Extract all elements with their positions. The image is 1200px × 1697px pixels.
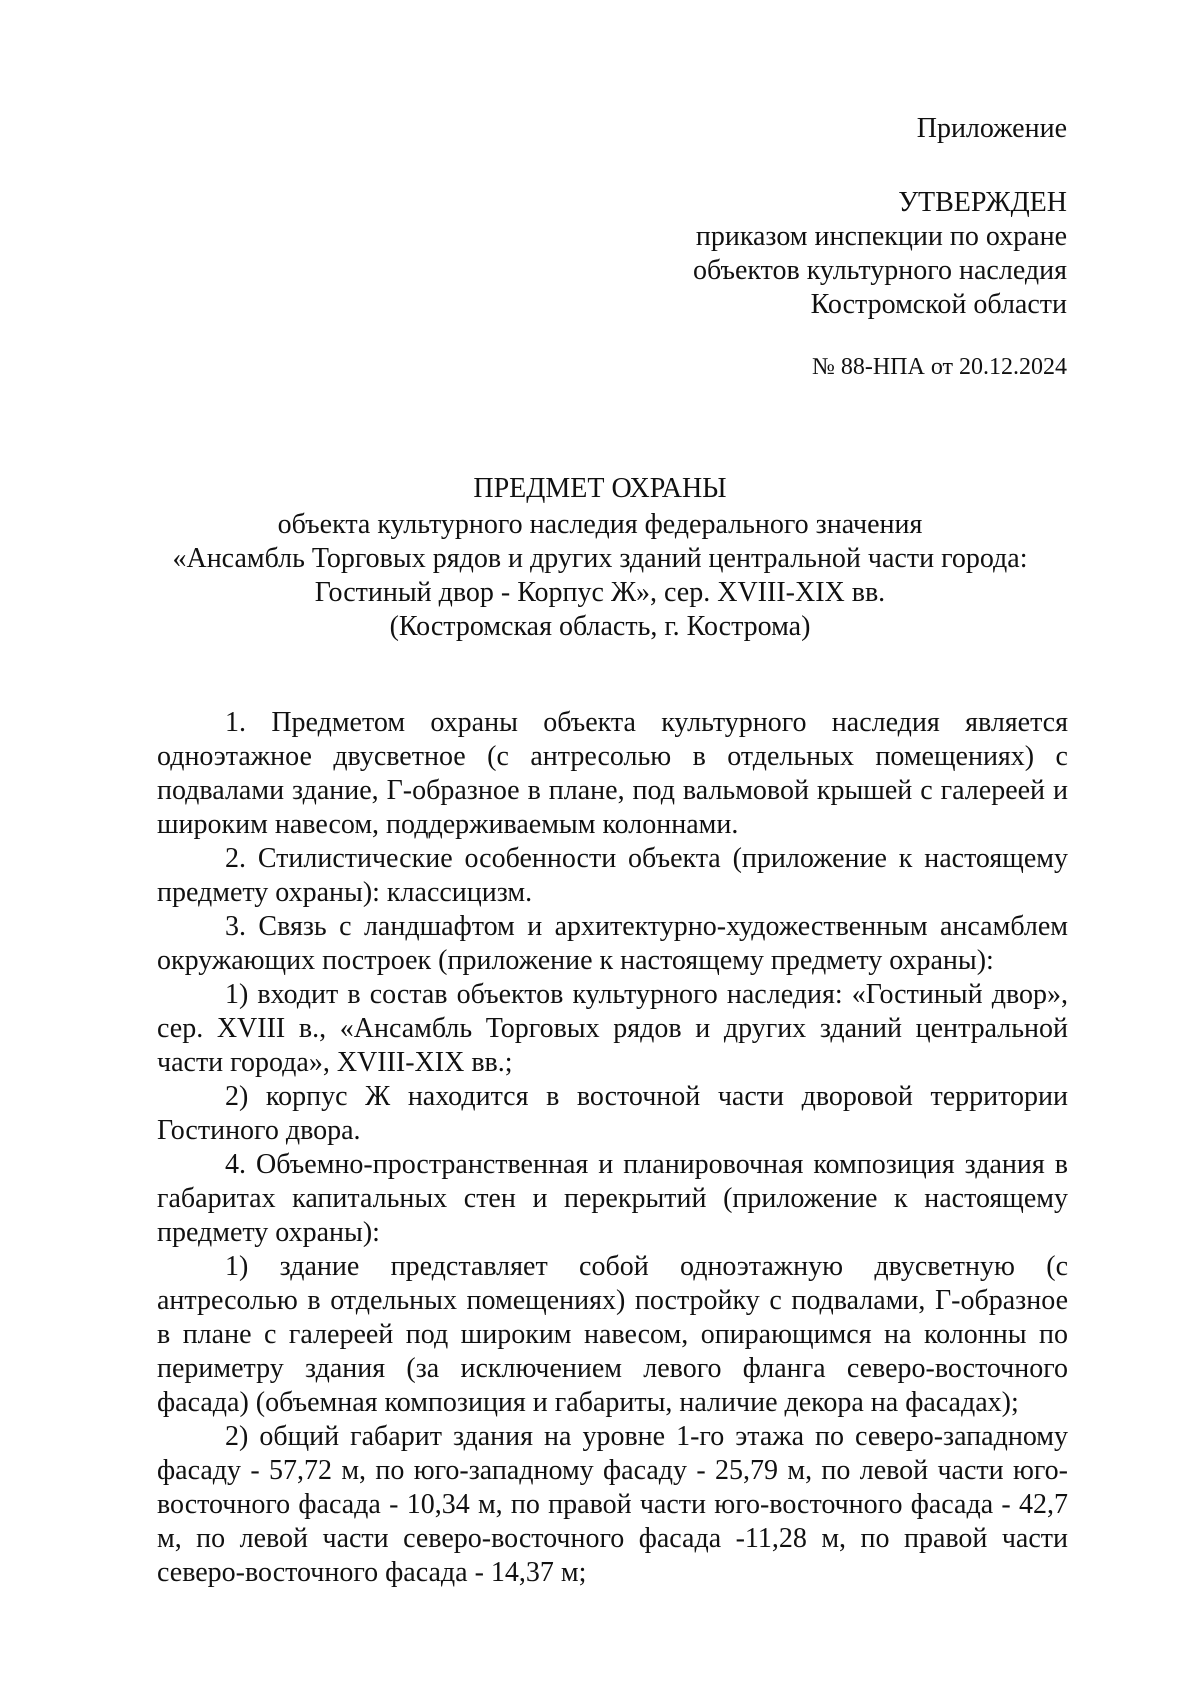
order-number: № 88-НПА от 20.12.2024 — [811, 354, 1067, 380]
appendix-label: Приложение — [916, 113, 1067, 144]
title-line-3: Гостиный двор - Корпус Ж», сер. XVIII-XIX вв. — [314, 577, 886, 608]
paragraph-1: 1. Предметом охраны объекта культурного наследия является одноэтажное двусветное (с антресолью в отдельных помещениях) с подвалами здание, Г-образное в плане, под вальмовой крышей с галереей и широким навесом, поддерживаемым колоннами. — [157, 707, 1068, 840]
approved-title: УТВЕРЖДЕН — [898, 187, 1067, 218]
paragraph-3-item-2: 2) корпус Ж находится в восточной части дворовой территории Гостиного двора. — [157, 1081, 1068, 1146]
title-line-2: «Ансамбль Торговых рядов и других зданий центральной части города: — [172, 543, 1028, 574]
document-body — [157, 706, 1068, 1590]
paragraph-4-item-1: 1) здание представляет собой одноэтажную двусветную (с антресолью в отдельных помещениях) постройку с подвалами, Г-образное в плане с галереей под широким навесом, опирающимся на колонны по периметру здания (за исключением левого фланга северо-восточного фасада) (объемная композиция и габариты, наличие декора на фасадах); — [157, 1251, 1068, 1418]
title-line-1: объекта культурного наследия федерального значения — [277, 509, 923, 540]
paragraph-4-item-2: 2) общий габарит здания на уровне 1-го этажа по северо-западному фасаду - 57,72 м, по юго-западному фасаду - 25,79 м, по левой части юго-восточного фасада - 10,34 м, по правой части юго-восточного фасада - 42,7 м, по левой части северо-восточного фасада -11,28 м, по правой части северо-восточного фасада - 14,37 м; — [157, 1421, 1068, 1588]
paragraph-4: 4. Объемно-пространственная и планировочная композиция здания в габаритах капитальных стен и перекрытий (приложение к настоящему предмету охраны): — [157, 1149, 1068, 1248]
approved-line-1: приказом инспекции по охране — [695, 221, 1067, 252]
paragraph-3-item-1: 1) входит в состав объектов культурного наследия: «Гостиный двор», сер. XVIII в., «Ансамбль Торговых рядов и других зданий центральной части города», XVIII-XIX вв.; — [157, 979, 1068, 1078]
title-line-4: (Костромская область, г. Кострома) — [389, 611, 811, 642]
approved-line-3: Костромской области — [810, 289, 1067, 320]
paragraph-2: 2. Стилистические особенности объекта (приложение к настоящему предмету охраны): классицизм. — [157, 843, 1068, 908]
paragraph-3: 3. Связь с ландшафтом и архитектурно-художественным ансамблем окружающих построек (приложение к настоящему предмету охраны): — [157, 911, 1068, 976]
document-title — [140, 472, 1060, 644]
approved-line-2: объектов культурного наследия — [692, 255, 1067, 286]
approval-block — [693, 186, 1067, 322]
title-main: ПРЕДМЕТ ОХРАНЫ — [473, 473, 727, 504]
